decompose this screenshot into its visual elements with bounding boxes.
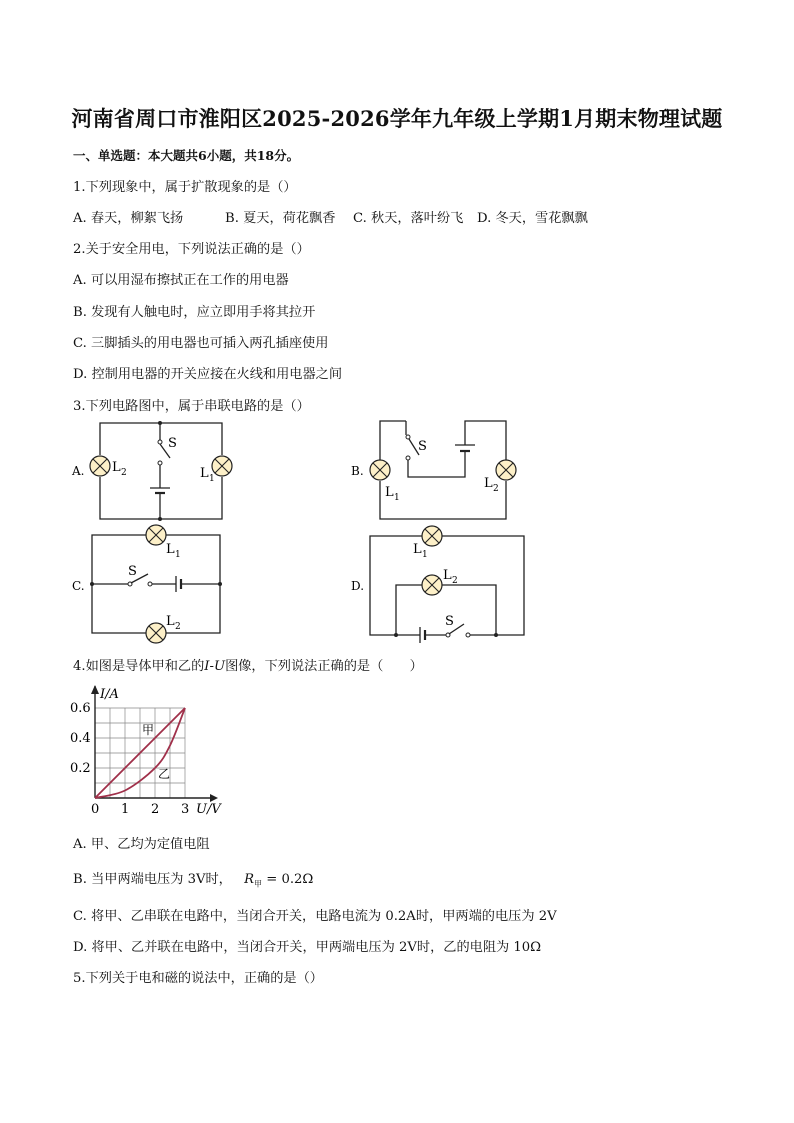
- q4-option-b: [73, 868, 313, 890]
- section-heading: 一、单选题：本大题共6小题，共18分。: [73, 148, 300, 163]
- circuit-a-lamp-l1: [212, 456, 232, 476]
- q1-stem: 1.下列现象中，属于扩散现象的是（）: [73, 180, 297, 195]
- q1-option-b: B. 夏天，荷花飘香: [225, 211, 336, 226]
- circuit-a: [71, 421, 232, 521]
- circuit-b-lamp-l1: [370, 460, 390, 480]
- y-tick-label: 0.4: [70, 731, 91, 746]
- circuit-d-l2-sub: 2: [452, 576, 458, 586]
- circuit-b: [351, 421, 516, 519]
- q4-stem-pre: 4.如图是导体甲和乙的: [73, 659, 205, 674]
- circuit-a-l2-sub: 2: [121, 468, 127, 478]
- q2-option-d: D. 控制用电器的开关应接在火线和用电器之间: [73, 367, 343, 382]
- q4-stem: [73, 655, 423, 674]
- circuit-c: [72, 525, 222, 643]
- circuit-d: [351, 526, 524, 643]
- q1-option-a: A. 春天，柳絮飞扬: [73, 211, 184, 226]
- q4-option-c: C. 将甲、乙串联在电路中，当闭合开关，电路电流为 0.2A时，甲两端的电压为 2V: [73, 909, 557, 924]
- circuit-c-lamp-l2: [146, 623, 166, 643]
- circuit-a-lamp-l2: [90, 456, 110, 476]
- circuit-a-l1-sub: 1: [209, 474, 215, 484]
- circuit-b-lamp-l2: [496, 460, 516, 480]
- q2-stem: 2.关于安全用电，下列说法正确的是（）: [73, 242, 310, 257]
- q5-stem: 5.下列关于电和磁的说法中，正确的是（）: [73, 971, 323, 986]
- circuit-b-l1-sub: 1: [394, 493, 400, 503]
- circuit-d-label: D.: [351, 579, 365, 593]
- circuit-c-l2-text: L: [166, 614, 175, 629]
- q4-option-d: D. 将甲、乙并联在电路中，当闭合开关，甲两端电压为 2V时，乙的电阻为 10Ω: [73, 940, 542, 955]
- circuit-c-l1-text: L: [166, 542, 175, 557]
- circuit-d-lamp-l1: [422, 526, 442, 546]
- q4-stem-iu: I-U: [204, 659, 226, 674]
- q2-option-b: B. 发现有人触电时，应立即用手将其拉开: [73, 305, 316, 320]
- circuit-a-l2-text: L: [112, 460, 121, 475]
- x-tick-label: 3: [181, 802, 190, 817]
- circuit-b-l2-text: L: [484, 476, 493, 491]
- q4-option-b-r: R: [244, 872, 255, 887]
- circuit-d-l1-sub: 1: [422, 550, 428, 560]
- q1-option-c: C. 秋天，落叶纷飞: [353, 211, 464, 226]
- circuit-c-switch-label: S: [128, 564, 137, 579]
- q4-option-b-sub: 甲: [254, 879, 263, 889]
- x-axis-label: U/V: [196, 802, 221, 817]
- x-axis-arrow: [210, 794, 218, 802]
- circuit-a-l1-text: L: [200, 466, 209, 481]
- x-tick-label: 0: [91, 802, 100, 817]
- document-title: 河南省周口市淮阳区2025-2026学年九年级上学期1月期末物理试题: [71, 106, 723, 131]
- q2-option-c: C. 三脚插头的用电器也可插入两孔插座使用: [73, 336, 329, 351]
- q4-iu-graph: [60, 682, 230, 822]
- q3-stem: 3.下列电路图中，属于串联电路的是（）: [73, 399, 310, 414]
- y-axis-label: I/A: [100, 687, 119, 702]
- circuit-b-l2-sub: 2: [493, 484, 499, 494]
- circuit-c-lamp-l1: [146, 525, 166, 545]
- circuit-c-label: C.: [72, 579, 85, 593]
- circuit-c-l2-sub: 2: [175, 622, 181, 632]
- circuit-b-switch-label: S: [418, 439, 427, 454]
- series-yi-label: 乙: [158, 767, 171, 781]
- circuit-d-lamp-l2: [422, 575, 442, 595]
- q4-option-a: A. 甲、乙均为定值电阻: [73, 837, 210, 852]
- q4-option-b-pre: B. 当甲两端电压为 3V时，: [73, 872, 232, 887]
- circuit-d-l1-text: L: [413, 542, 422, 557]
- circuit-c-l1-sub: 1: [175, 550, 181, 560]
- circuit-d-switch-label: S: [445, 614, 454, 629]
- circuit-d-l2-text: L: [443, 568, 452, 583]
- q2-option-a: A. 可以用湿布擦拭正在工作的用电器: [73, 273, 289, 288]
- q3-circuit-diagrams: [0, 410, 794, 650]
- q4-option-b-post: = 0.2Ω: [262, 872, 314, 887]
- circuit-b-label: B.: [351, 464, 364, 478]
- y-tick-label: 0.6: [70, 701, 91, 716]
- y-axis-arrow: [91, 685, 99, 694]
- x-tick-label: 1: [121, 802, 130, 817]
- q1-option-d: D. 冬天，雪花飘飘: [477, 211, 588, 226]
- series-jia-label: 甲: [142, 723, 155, 737]
- graph-ticks: [70, 701, 189, 817]
- circuit-a-switch-label: S: [168, 436, 177, 451]
- x-tick-label: 2: [151, 802, 160, 817]
- q4-stem-post: 图像，下列说法正确的是（ ）: [225, 659, 423, 674]
- circuit-b-l1-text: L: [385, 485, 394, 500]
- y-tick-label: 0.2: [70, 761, 91, 776]
- circuit-a-label: A.: [72, 464, 85, 478]
